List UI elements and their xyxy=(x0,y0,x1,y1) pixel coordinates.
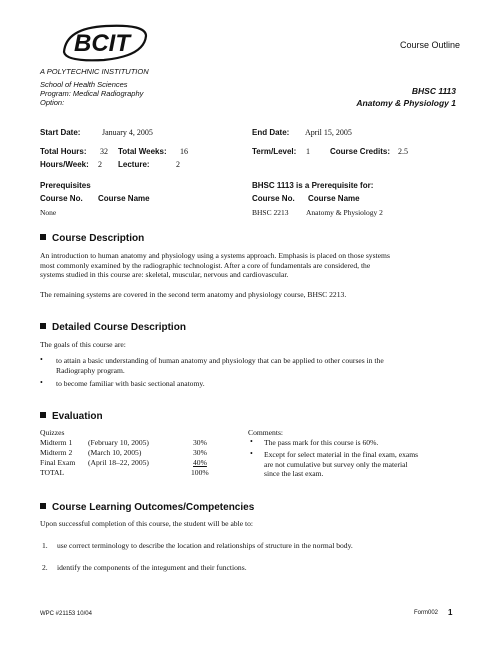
school-name: School of Health Sciences xyxy=(40,80,128,89)
detailed-description-heading: Detailed Course Description xyxy=(40,322,186,333)
prerequisite-for-title: BHSC 1113 is a Prerequisite for: xyxy=(252,181,374,190)
institution-tagline: A POLYTECHNIC INSTITUTION xyxy=(40,67,149,76)
bullet-icon: • xyxy=(250,437,253,446)
prereq-for-col-course-name: Course Name xyxy=(308,194,360,203)
footer-doc-id: WPC #21153 10/04 xyxy=(40,611,92,617)
eval-row: Midterm 2 (March 10, 2005) 30% xyxy=(40,448,207,457)
outcomes-intro: Upon successful completion of this course, the student will be able to: xyxy=(40,519,254,528)
lecture-label: Lecture: xyxy=(118,160,150,169)
quizzes-label: Quizzes xyxy=(40,428,65,437)
outcome-number: 2. xyxy=(42,563,48,572)
course-credits-label: Course Credits: xyxy=(330,147,391,156)
course-title: Anatomy & Physiology 1 xyxy=(356,98,456,108)
course-description-heading: Course Description xyxy=(40,233,144,244)
prereq-for-course-no: BHSC 2213 xyxy=(252,208,289,217)
doc-type: Course Outline xyxy=(399,40,460,50)
outcome-item: identify the components of the integument and their functions. xyxy=(57,563,247,572)
outcome-item: use correct terminology to describe the location and relationships of structure in the normal body. xyxy=(57,541,353,550)
lecture-value: 2 xyxy=(176,160,180,169)
prereq-for-col-course-no: Course No. xyxy=(252,194,295,203)
bcit-logo xyxy=(60,22,150,64)
prereq-for-course-name: Anatomy & Physiology 2 xyxy=(306,208,383,217)
end-date-value: April 15, 2005 xyxy=(305,128,352,137)
prereq-value: None xyxy=(40,208,57,217)
prereq-col-course-name: Course Name xyxy=(98,194,150,203)
bullet-icon: • xyxy=(40,355,43,364)
section-bullet-icon xyxy=(40,234,46,240)
section-bullet-icon xyxy=(40,323,46,329)
comments-label: Comments: xyxy=(248,428,284,437)
footer-form: Form002 xyxy=(414,610,439,616)
section-bullet-icon xyxy=(40,503,46,509)
start-date-value: January 4, 2005 xyxy=(102,128,153,137)
prereq-col-course-no: Course No. xyxy=(40,194,83,203)
outcomes-heading: Course Learning Outcomes/Competencies xyxy=(40,502,254,513)
total-hours-label: Total Hours: xyxy=(40,147,87,156)
hours-week-value: 2 xyxy=(98,160,102,169)
eval-row: Final Exam (April 18–22, 2005) 40% xyxy=(40,458,207,467)
goal-item: to become familiar with basic sectional anatomy. xyxy=(56,379,205,388)
comment-item: Except for select material in the final exam, exams are not cumulative but survey only the material since the last exam. xyxy=(264,450,419,478)
comment-item: The pass mark for this course is 60%. xyxy=(264,438,379,447)
eval-table xyxy=(40,438,280,478)
course-description-text: An introduction to human anatomy and physiology using a systems approach. Emphasis is placed on those systems most commonly examined by the radiographic technologist. After a core of fundamentals are considered, the systems studied in this course are: skeletal, muscular, nervous and cardiovascular. xyxy=(40,251,390,279)
start-date-label: Start Date: xyxy=(40,128,81,137)
course-code: BHSC 1113 xyxy=(411,86,456,96)
logo-text: BCIT xyxy=(74,30,130,57)
bullet-icon: • xyxy=(250,449,253,458)
goal-item: to attain a basic understanding of human anatomy and physiology that can be applied to other courses in the Radiography program. xyxy=(56,356,384,375)
section-bullet-icon xyxy=(40,412,46,418)
total-hours-value: 32 xyxy=(100,147,108,156)
term-level-label: Term/Level: xyxy=(252,147,297,156)
course-credits-value: 2.5 xyxy=(398,147,408,156)
eval-total-row: TOTAL 100% xyxy=(40,468,209,477)
outcome-number: 1. xyxy=(42,541,48,550)
evaluation-heading: Evaluation xyxy=(40,411,103,422)
page-number: 1 xyxy=(448,608,453,617)
program-name: Program: Medical Radiography xyxy=(40,89,144,98)
hours-week-label: Hours/Week: xyxy=(40,160,89,169)
option-label: Option: xyxy=(40,98,65,107)
end-date-label: End Date: xyxy=(252,128,290,137)
term-level-value: 1 xyxy=(306,147,310,156)
course-description-text-2: The remaining systems are covered in the second term anatomy and physiology course, BHSC 2213. xyxy=(40,290,347,299)
total-weeks-value: 16 xyxy=(180,147,188,156)
prerequisites-title: Prerequisites xyxy=(40,181,91,190)
total-weeks-label: Total Weeks: xyxy=(118,147,167,156)
bullet-icon: • xyxy=(40,378,43,387)
eval-row: Midterm 1 (February 10, 2005) 30% xyxy=(40,438,207,447)
goals-intro: The goals of this course are: xyxy=(40,340,126,349)
